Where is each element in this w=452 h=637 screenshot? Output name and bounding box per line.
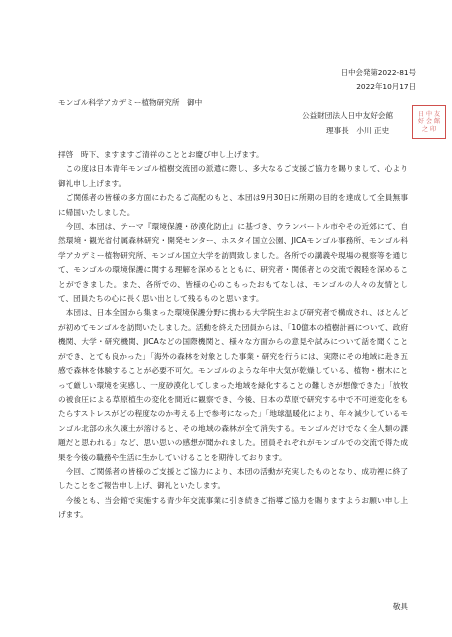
body-paragraph: 今回、ご関係者の皆様のご支援とご協力により、本団の活動が充実したものとなり、成功裡に終了したことをご報告申し上げ、御礼といたします。 (58, 466, 408, 491)
body-paragraph: 今後とも、当会館で実施する青少年交流事業に引き続きご指導ご協力を賜りますようお願い申し上げます。 (58, 495, 408, 520)
letter-date: 2022年10月17日 (356, 82, 416, 91)
body-paragraph: この度は日本青年モンゴル植樹交流団の派遣に際し、多大なるご支援ご協力を賜りまして、心より御礼申し上げます。 (58, 164, 408, 188)
organization-seal: 日 中 友 好 会 館 之 印 (412, 105, 446, 139)
document-number: 日中会発第2022-81号 (340, 68, 416, 77)
addressee: モンゴル科学アカデミー植物研究所 御中 (58, 98, 203, 107)
letter-body (58, 148, 408, 523)
body-paragraph: ご関係者の皆様の多方面にわたるご高配のもと、本団は9月30日に所期の目的を達成して全員無事に帰国いたしました。 (58, 193, 408, 217)
body-paragraph: 今回、本団は、テーマ『環境保護・砂漠化防止』に基づき、ウランバートル市やその近郊にて、自然環境・観光省付属森林研究・開発センター、ホスタイ国立公園、JICAモンゴル事務所、モンゴル科学アカデミー植物研究所、モンゴル国立大学を訪問致しました。各所での講義や現場の視察等を通じて、モンゴルの環境保護に関する理解を深めるとともに、研究者・関係者との交流で親睦を深めることができました。また、各所での、皆様の心のこもったおもてなしは、モンゴルの人々の友情として、団員たちの心に長く思い出として残るものと思います。 (58, 222, 408, 304)
sender-organization: 公益財団法人日中友好会館 (302, 111, 394, 120)
sender-title-name: 理事長 小川 正史 (326, 126, 390, 135)
body-paragraph: 本団は、日本全国から集まった環境保護分野に携わる大学院生および研究者で構成され、ほとんどが初めてモンゴルを訪問いたしました。活動を終えた団員からは、「10億本の植樹計画について、政府機関、大学・研究機関、JICAなどの国際機関と、様々な方面からの意見や試みについて話を聞くことができ、とても良かった」「海外の森林を対象とした事業・研究を行うには、実際にその地域に赴き五感で森林を体験することが必要不可欠。モンゴルのような年中大気が乾燥している、植物・樹木にとって厳しい環境を実感し、一度砂漠化してしまった地域を緑化することの難しさが想像できた」「放牧の被食圧による草原植生の変化を間近に観察でき、今後、日本の草原で研究する中で不可逆変化をもたらすストレスがどの程度なのか考える上で参考になった」「地球温暖化により、年々減少しているモンゴル北部の永久凍土が溶けると、その地域の森林が全て消失する。モンゴルだけでなく全人類の課題だと思われる」など、思い思いの感想が聞かれました。団員それぞれがモンゴルでの交流で得た成果を今後の職務や生活に生かしていけることを期待しております。 (58, 308, 408, 462)
greeting-paragraph: 拝啓 時下、ますますご清祥のこととお慶び申し上げます。 (58, 150, 264, 159)
closing-remark: 敬具 (392, 602, 408, 611)
